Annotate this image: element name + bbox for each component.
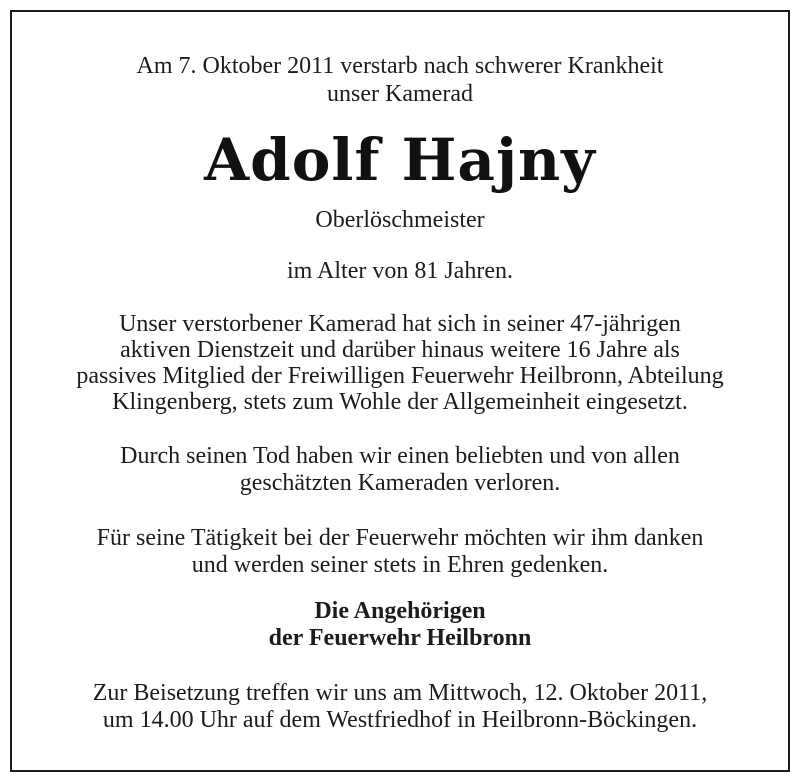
thanks-line: Für seine Tätigkeit bei der Feuerwehr möchten wir ihm danken [96,525,704,551]
deceased-rank: Oberlöschmeister [315,207,485,233]
obituary-notice [10,10,790,772]
funeral-line: um 14.00 Uhr auf dem Westfriedhof in Heilbronn-Böckingen. [102,707,698,733]
deceased-name: Adolf Hajny [204,126,596,194]
deceased-age: im Alter von 81 Jahren. [287,258,513,284]
intro-line-1: Am 7. Oktober 2011 verstarb nach schwerer Krankheit [136,53,664,79]
tribute-line: passives Mitglied der Freiwilligen Feuerwehr Heilbronn, Abteilung [76,363,724,389]
tribute-line: Klingenberg, stets zum Wohle der Allgemeinheit eingesetzt. [112,389,688,415]
tribute-line: aktiven Dienstzeit und darüber hinaus weitere 16 Jahre als [120,337,680,363]
thanks-line: und werden seiner stets in Ehren gedenken. [191,552,609,578]
intro-line-2: unser Kamerad [327,81,473,107]
signature-line: der Feuerwehr Heilbronn [268,625,532,651]
tribute-line: Unser verstorbener Kamerad hat sich in seiner 47-jährigen [119,311,681,337]
loss-line: Durch seinen Tod haben wir einen beliebten und von allen [120,443,680,469]
signature-line: Die Angehörigen [314,598,486,624]
funeral-line: Zur Beisetzung treffen wir uns am Mittwoch, 12. Oktober 2011, [92,680,708,706]
loss-line: geschätzten Kameraden verloren. [239,470,561,496]
